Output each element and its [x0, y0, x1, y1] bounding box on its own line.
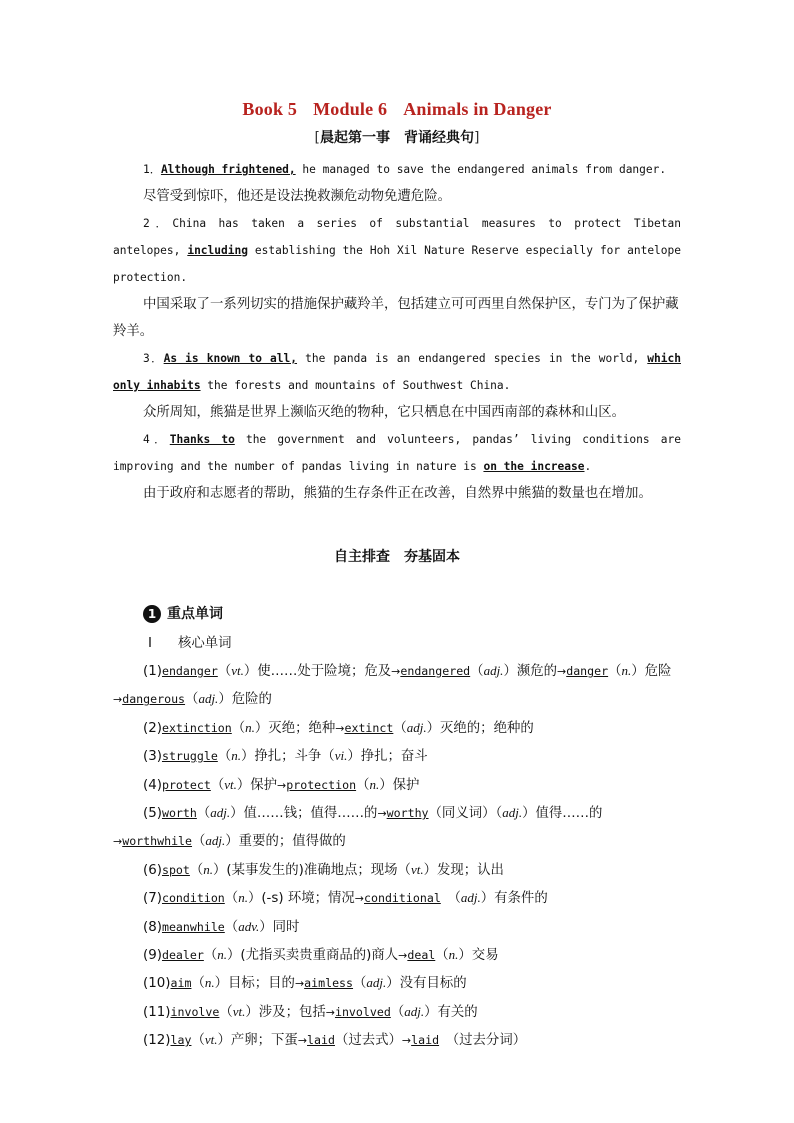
vocab-text: （ [440, 891, 461, 907]
part-of-speech: n. [245, 719, 255, 735]
vocab-word: dangerous [122, 692, 186, 707]
part-of-speech: n. [448, 947, 459, 963]
part-of-speech: adj. [460, 890, 481, 906]
vocab-text: ）值……钱；值得……的 [230, 806, 378, 822]
vocab-word: protect [161, 777, 211, 792]
vocab-word: meanwhile [161, 919, 225, 934]
vocab-text: ）挣扎；斗争（ [240, 749, 335, 765]
bracket-right: ] [474, 130, 480, 146]
key-phrase: Thanks to [169, 433, 235, 446]
vocab-item [113, 1026, 681, 1054]
title-book: Book 5 [242, 99, 298, 119]
part-of-speech: adj. [404, 1003, 425, 1019]
part-of-speech: adj. [366, 975, 387, 991]
vocab-text: （ [189, 862, 204, 878]
vocab-word: worth [161, 806, 197, 821]
sentence-4-en [113, 426, 681, 480]
vocab-text: （ [224, 891, 239, 907]
sentence-num: 1． [143, 163, 161, 176]
vocab-text: （ [470, 664, 484, 679]
sentence-1-zh: 尽管受到惊吓，他还是设法挽救濒危动物免遭危险。 [143, 189, 451, 204]
vocab-text: （ [219, 1004, 233, 1020]
vocab-text: （ [210, 777, 225, 793]
vocab-text: ）挣扎；奋斗 [347, 749, 428, 765]
vocab-text: ）保护 [379, 777, 420, 793]
sentence-text: he managed to save the endangered animals from danger. [295, 163, 667, 176]
vocab-item [113, 771, 681, 799]
arrow-right-icon: → [354, 892, 365, 906]
vocab-text: （ [608, 664, 622, 679]
vocab-item [113, 657, 681, 714]
part-of-speech: vt. [232, 1003, 246, 1019]
arrow-right-icon: → [325, 1005, 335, 1019]
vocab-text: ）灭绝；绝种 [254, 720, 336, 736]
sentence-2-zh: 中国采取了一系列切实的措施保护藏羚羊，包括建立可可西里自然保护区，专门为了保护藏羚羊。 [113, 297, 679, 339]
vocab-text: ）同时 [259, 919, 300, 935]
vocab-num: (10) [143, 976, 171, 992]
vocab-word: protection [286, 777, 357, 792]
arrow-right-icon: → [391, 665, 401, 678]
page-title [113, 96, 681, 122]
part-of-speech: n. [204, 975, 215, 991]
title-topic: Animals in Danger [403, 99, 552, 119]
vocab-text: （ [435, 948, 449, 964]
vocab-word: endanger [161, 664, 218, 678]
arrow-right-icon: → [297, 1034, 308, 1048]
vocab-word: aim [170, 976, 192, 991]
vocab-text: （ [191, 1033, 205, 1049]
sentence-4-zh: 由于政府和志愿者的帮助，熊猫的生存条件正在改善，自然界中熊猫的数量也在增加。 [143, 486, 652, 501]
vocab-item [113, 856, 681, 884]
vocab-num: (8) [143, 919, 162, 935]
key-phrase: which only inhabits [113, 352, 681, 392]
vocab-text: （ [196, 806, 211, 822]
vocab-item [113, 714, 681, 742]
vocab-text: ）没有目标的 [386, 976, 467, 992]
section-heading: 自主排查 夯基固本 [334, 549, 460, 565]
vocab-text: （ [231, 720, 246, 736]
vocab-text: ）(尤指买卖贵重商品的)商人 [227, 948, 399, 964]
vocab-item [113, 799, 681, 856]
sentence-text: the panda is an endangered species in the world, [297, 352, 648, 365]
part-of-speech: n. [203, 861, 214, 877]
vocab-text: ）重要的；值得做的 [225, 834, 346, 850]
vocab-word: deal [407, 948, 436, 963]
part-of-speech: adj. [483, 663, 504, 678]
part-of-speech: n. [217, 947, 227, 963]
vocab-word: involved [334, 1004, 391, 1019]
sentence-text: . [584, 460, 592, 473]
sentence-text: the government and volunteers, pandas’ living conditions are improving and the number of pandas living in nature is [113, 433, 681, 473]
vocab-text: ）值得……的 [522, 806, 603, 822]
subsection-title: 核心单词 [177, 636, 232, 651]
part-of-speech: vt. [410, 861, 424, 877]
vocab-text: ）(某事发生的)准确地点；现场（ [213, 862, 411, 878]
vocab-word: involve [170, 1004, 220, 1019]
vocab-item [113, 884, 681, 912]
part-of-speech: vt. [231, 663, 244, 678]
vocab-text: （ [185, 692, 199, 708]
sentence-num: 3． [143, 352, 164, 365]
vocab-word: condition [161, 891, 225, 906]
key-phrase: Although frightened, [160, 163, 296, 176]
vocab-word: endangered [400, 664, 471, 678]
vocab-num: (4) [143, 777, 162, 793]
key-phrase: including [187, 244, 248, 257]
vocab-word: spot [161, 862, 190, 877]
vocab-word: danger [566, 664, 609, 678]
vocab-text: ）危险的 [218, 692, 272, 708]
sentence-num: 4． [143, 433, 170, 446]
arrow-right-icon: → [113, 693, 123, 707]
part-heading [113, 603, 681, 625]
part-of-speech: adj. [205, 833, 226, 849]
vocab-text: ）(-s) 环境；情况 [247, 891, 355, 907]
vocab-word: worthy [386, 806, 429, 821]
vocab-text: （ [191, 976, 205, 992]
vocab-text: （ [224, 919, 239, 935]
vocab-word: aimless [304, 976, 354, 991]
vocab-text: （ [217, 749, 232, 765]
arrow-right-icon: → [277, 778, 287, 792]
sentence-1-en [113, 156, 681, 183]
vocab-text: （过去分词） [439, 1033, 527, 1049]
sentence-text: China has taken a series of substantial measures to protect Tibetan antelopes, [113, 217, 681, 257]
vocab-num: (1) [143, 664, 162, 679]
arrow-right-icon: → [398, 949, 408, 963]
vocab-num: (9) [143, 948, 162, 964]
key-phrase: As is known to all, [163, 352, 298, 365]
vocab-word: dealer [161, 948, 204, 963]
part-of-speech: n. [238, 890, 248, 906]
part-of-speech: adj. [406, 719, 427, 735]
vocab-item [113, 913, 681, 941]
vocab-word: laid [307, 1033, 335, 1048]
part-title: 重点单词 [167, 606, 223, 622]
sentence-text: establishing the Hoh Xil Nature Reserve especially for antelope protection. [113, 244, 681, 284]
part-of-speech: adv. [238, 918, 260, 934]
vocab-text: ）产卵；下蛋 [217, 1033, 298, 1049]
part-of-speech: adj. [198, 691, 219, 707]
vocab-text: （ [192, 834, 206, 850]
part-of-speech: n. [231, 748, 241, 764]
vocab-word: extinct [344, 720, 394, 735]
vocab-text: ）危险 [631, 664, 672, 679]
vocab-text: ）濒危的 [503, 664, 557, 679]
vocab-text: ）有关的 [424, 1004, 478, 1020]
vocab-text: （ [356, 777, 370, 793]
sentence-text: the forests and mountains of Southwest China. [200, 379, 511, 392]
vocab-item [113, 998, 681, 1026]
vocab-text: ）涉及；包括 [245, 1004, 326, 1020]
vocab-text: ）发现；认出 [423, 862, 504, 878]
sentence-3-en [113, 345, 681, 399]
vocab-num: (3) [143, 749, 162, 765]
part-of-speech: vt. [204, 1032, 218, 1048]
vocab-num: (2) [143, 720, 162, 736]
sentence-num: 2． [143, 217, 173, 230]
vocab-text: ）有条件的 [480, 891, 548, 907]
vocab-item [113, 742, 681, 770]
vocab-text: （同义词）（ [428, 806, 503, 822]
vocab-word: laid [411, 1033, 440, 1048]
vocab-list [113, 657, 681, 1055]
vocab-num: (6) [143, 862, 162, 878]
vocab-num: (7) [143, 891, 162, 907]
vocab-num: (5) [143, 806, 162, 822]
title-module: Module 6 [313, 99, 388, 119]
arrow-right-icon: → [294, 977, 305, 991]
vocab-text: （ [393, 720, 407, 736]
vocab-num: (11) [143, 1004, 171, 1020]
sentence-2-en [113, 210, 681, 291]
vocab-text: ）使……处于险境；危及 [243, 664, 392, 679]
vocab-item [113, 941, 681, 969]
vocab-word: lay [170, 1033, 192, 1048]
subtitle-text: 晨起第一事 背诵经典句 [320, 130, 474, 146]
vocab-text: （ [353, 976, 367, 992]
vocab-word: worthwhile [122, 834, 193, 849]
vocab-text: （过去式） [334, 1033, 402, 1049]
vocab-num: (12) [143, 1033, 171, 1049]
part-of-speech: vi. [334, 748, 348, 764]
vocab-text: ）目标；目的 [214, 976, 295, 992]
vocab-text: ）灭绝的；绝种的 [426, 720, 534, 736]
vocab-text: ）交易 [458, 948, 499, 964]
arrow-right-icon: → [377, 807, 387, 821]
vocab-item [113, 969, 681, 997]
key-phrase: on the increase [483, 460, 585, 473]
vocab-text: （ [390, 1004, 405, 1020]
vocab-text: （ [217, 664, 232, 679]
part-of-speech: n. [369, 776, 380, 792]
document-page [113, 96, 681, 1055]
bracket-left: [ [314, 130, 320, 146]
section-subtitle [113, 126, 681, 150]
subsection-heading [148, 629, 681, 657]
vocab-text: ）保护 [236, 777, 278, 793]
part-of-speech: adj. [502, 805, 523, 821]
vocab-word: conditional [364, 891, 441, 906]
arrow-right-icon: → [401, 1034, 412, 1048]
part-of-speech: vt. [224, 776, 237, 792]
vocab-word: extinction [161, 720, 232, 735]
part-of-speech: n. [621, 663, 632, 678]
circled-number-icon: 1 [143, 605, 161, 623]
part-of-speech: adj. [210, 805, 231, 821]
vocab-text: （ [203, 948, 218, 964]
arrow-right-icon: → [335, 721, 345, 735]
roman-numeral: Ⅰ [148, 635, 152, 650]
arrow-right-icon: → [113, 835, 123, 849]
arrow-right-icon: → [557, 665, 567, 678]
sentence-3-zh: 众所周知，熊猫是世界上濒临灭绝的物种，它只栖息在中国西南部的森林和山区。 [143, 405, 626, 420]
vocab-word: struggle [161, 749, 218, 764]
